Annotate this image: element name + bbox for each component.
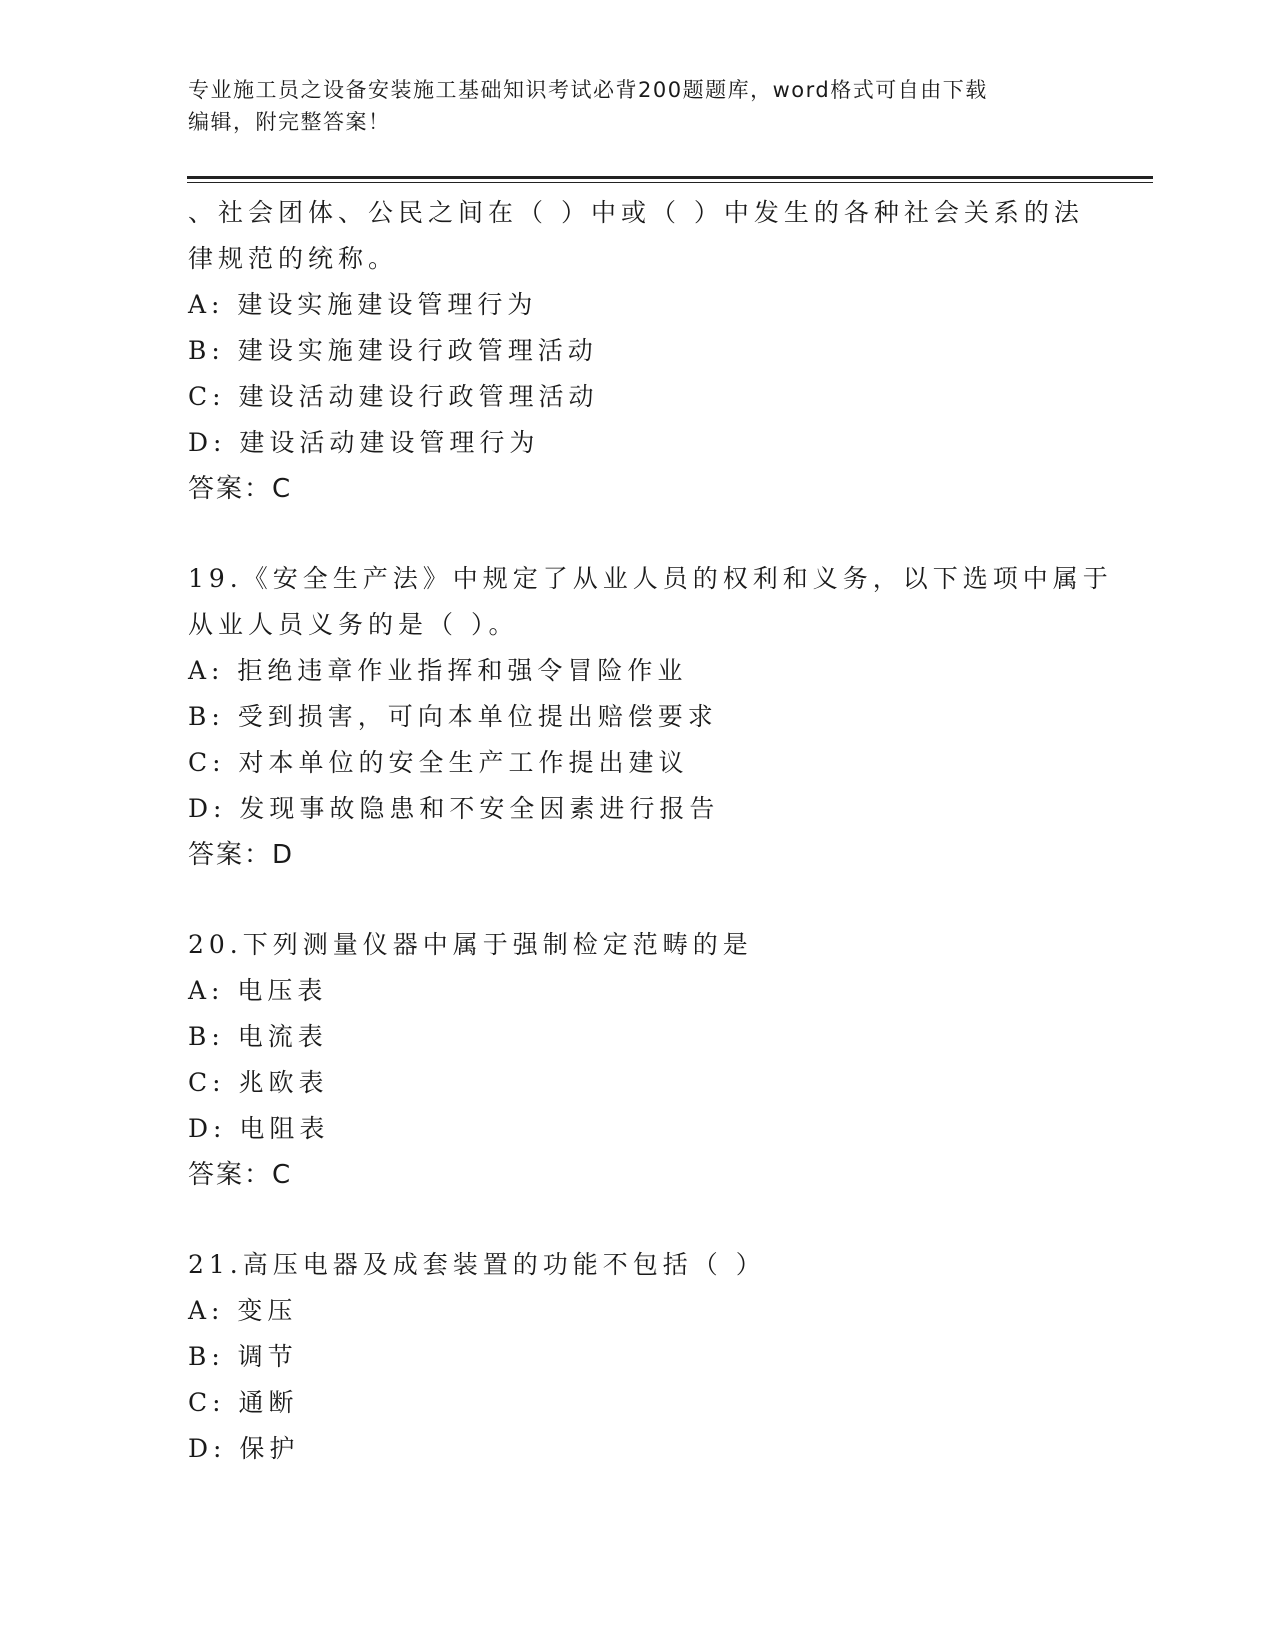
question-20-answer: 答案：C — [188, 1160, 293, 1190]
question-18-option-c: C: 建设活动建设行政管理活动 — [188, 382, 599, 411]
header-title-line-2: 编辑，附完整答案！ — [188, 110, 391, 134]
question-19-option-c: C: 对本单位的安全生产工作提出建议 — [188, 748, 689, 777]
question-18-block — [188, 190, 1108, 512]
question-18-option-d: D: 建设活动建设管理行为 — [188, 428, 540, 457]
question-19-answer: 答案：D — [188, 840, 295, 870]
question-21-option-d: D: 保护 — [188, 1434, 300, 1463]
question-19-option-a: A: 拒绝违章作业指挥和强令冒险作业 — [188, 656, 688, 685]
header-title-line-1: 专业施工员之设备安装施工基础知识考试必背200题题库，word格式可自由下载 — [188, 78, 988, 102]
question-18-answer: 答案：C — [188, 474, 293, 504]
question-21-option-c: C: 通断 — [188, 1388, 299, 1417]
question-21-block — [188, 1242, 1108, 1472]
question-19-text-line-1: 19.《安全生产法》中规定了从业人员的权利和义务，以下选项中属于 — [188, 564, 1113, 593]
question-20-option-a: A: 电压表 — [188, 976, 328, 1005]
question-spacer — [188, 512, 1108, 556]
header-divider-thick — [187, 176, 1153, 179]
question-18-option-b: B: 建设实施建设行政管理活动 — [188, 336, 598, 365]
question-21-option-b: B: 调节 — [188, 1342, 298, 1371]
question-20-option-b: B: 电流表 — [188, 1022, 328, 1051]
question-18-text-line-2: 律规范的统称。 — [188, 244, 399, 273]
question-19-block — [188, 556, 1113, 878]
question-list — [188, 190, 1113, 1472]
question-20-option-c: C: 兆欧表 — [188, 1068, 329, 1097]
question-spacer — [188, 878, 1108, 922]
question-20-block — [188, 922, 1108, 1198]
question-18-option-a: A: 建设实施建设管理行为 — [188, 290, 538, 319]
question-19-text-line-2: 从业人员义务的是（ ）。 — [188, 610, 519, 639]
question-20-text: 20.下列测量仪器中属于强制检定范畴的是 — [188, 930, 753, 959]
header-divider-thin — [187, 182, 1153, 183]
question-19-option-b: B: 受到损害，可向本单位提出赔偿要求 — [188, 702, 718, 731]
document-header — [188, 74, 1088, 138]
question-21-text: 21.高压电器及成套装置的功能不包括（ ） — [188, 1250, 766, 1279]
question-18-text-line-1: 、社会团体、公民之间在（ ）中或（ ）中发生的各种社会关系的法 — [188, 198, 1084, 227]
question-20-option-d: D: 电阻表 — [188, 1114, 330, 1143]
question-spacer — [188, 1198, 1108, 1242]
question-21-option-a: A: 变压 — [188, 1296, 298, 1325]
question-19-option-d: D: 发现事故隐患和不安全因素进行报告 — [188, 794, 720, 823]
